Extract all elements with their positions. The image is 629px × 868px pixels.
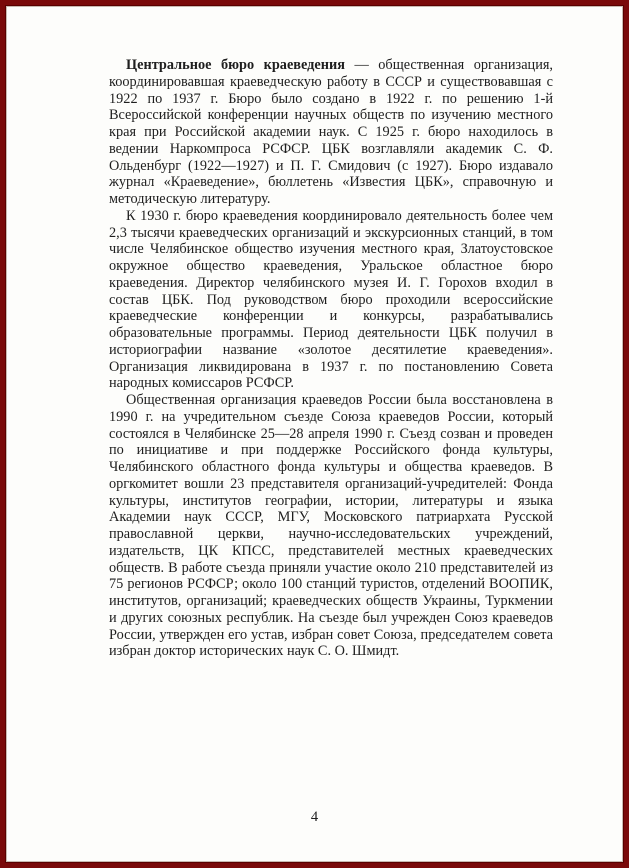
paragraph-3-text: Общественная организация краеведов России была восстановлена в 1990 г. на учредительном съезде Союза краеведов России, который состоялся в Челябинске 25—28 апреля 1990 г. Съезд созван и проведен по инициативе и при поддержке Российского фонда культуры, Челябинского областного фонда культуры и общества краеведов. В оргкомитет вошли 23 представителя организаций-учредителей: Фонда культуры, институтов географии, истории, литературы и языка Академии наук СССР, МГУ, Московского патриархата Русской православной церкви, научно-исследовательских учреждений, издательств, ЦК КПСС, представителей местных краеведческих обществ. В работе съезда приняли участие около 210 представителей из 75 регионов РСФСР; около 100 станций туристов, отделений ВООПИК, институтов, организаций; краеведческих обществ Украины, Туркмении и других союзных республик. На съезде был учрежден Союз краеведов России, утвержден его устав, избран совет Союза, председателем совета избран доктор исторических наук С. О. Шмидт. [109, 392, 553, 660]
paragraph-1 [109, 57, 553, 208]
paragraph-1-text: — общественная организация, координировавшая краеведческую работу в СССР и существовавшая с 1922 по 1937 г. Бюро было создано в 1922 г. по решению 1-й Всероссийской конференции научных обществ по изучению местного края при Российской академии наук. С 1925 г. бюро находилось в ведении Наркомпроса РСФСР. ЦБК возглавляли академик С. Ф. Ольденбург (1922—1927) и П. Г. Смидович (с 1927). Бюро издавало журнал «Краеведение», бюллетень «Известия ЦБК», справочную и методическую литературу. [109, 57, 553, 207]
page-number: 4 [310, 809, 319, 825]
paragraph-2-text: К 1930 г. бюро краеведения координировало деятельность более чем 2,3 тысячи краеведческих организаций и экскурсионных станций, в том числе Челябинское общество изучения местного края, Златоустовское окружное общество краеведения, Уральское областное бюро краеведения. Директор челябинского музея И. Г. Горохов входил в состав ЦБК. Под руководством бюро проходили всероссийские краеведческие конференции и конкурсы, разрабатывались образовательные программы. Период деятельности ЦБК получил в историографии название «золотое десятилетие краеведения». Организация ликвидирована в 1937 г. по постановлению Совета народных комиссаров РСФСР. [109, 207, 553, 392]
paragraph-2 [109, 208, 553, 392]
body-text [109, 57, 553, 660]
page [5, 5, 624, 863]
paragraph-1-lead: Центральное бюро краеведения [126, 57, 345, 73]
paragraph-3 [109, 392, 553, 660]
